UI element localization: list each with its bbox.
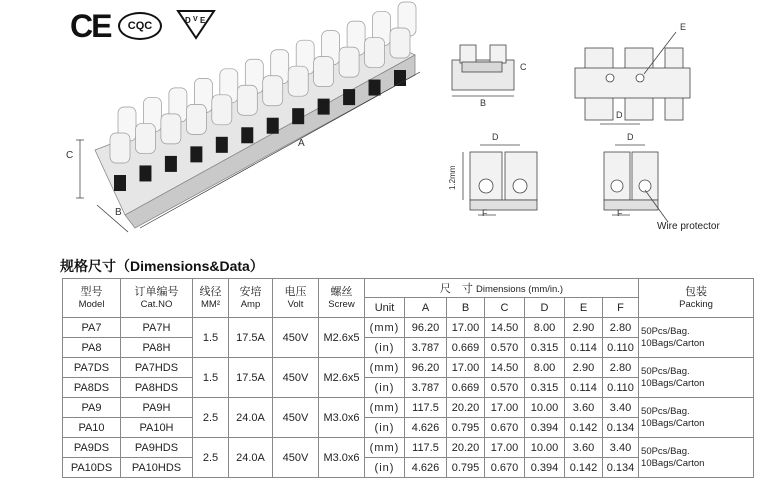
cell-dim-f: 3.40 bbox=[603, 398, 639, 418]
header-packing: 包装 Packing bbox=[639, 279, 754, 318]
cell-packing bbox=[639, 398, 754, 438]
header-f: F bbox=[603, 298, 639, 318]
cell-model: PA7DS bbox=[63, 358, 121, 378]
cell-cat-no: PA10HDS bbox=[121, 458, 193, 478]
cell-model: PA7 bbox=[63, 318, 121, 338]
cell-packing bbox=[639, 358, 754, 398]
cell-dim-a: 3.787 bbox=[405, 378, 447, 398]
table-row bbox=[63, 438, 754, 458]
terminal-post bbox=[161, 114, 181, 144]
table-row bbox=[63, 318, 754, 338]
cell-dim-a: 4.626 bbox=[405, 418, 447, 438]
wire-hole bbox=[369, 80, 381, 96]
cell-cat-no: PA7H bbox=[121, 318, 193, 338]
cell-dim-d: 0.315 bbox=[525, 378, 565, 398]
packing-line: 10Bags/Carton bbox=[641, 457, 705, 469]
cell-dim-e: 3.60 bbox=[565, 438, 603, 458]
packing-line: 10Bags/Carton bbox=[641, 417, 705, 429]
cell-dim-d: 0.394 bbox=[525, 458, 565, 478]
terminal-post bbox=[212, 95, 232, 125]
cell-dim-e: 0.114 bbox=[565, 338, 603, 358]
cell-dim-b: 17.00 bbox=[447, 318, 485, 338]
cell-model: PA10DS bbox=[63, 458, 121, 478]
wire-hole bbox=[292, 108, 304, 124]
packing-line: 50Pcs/Bag. bbox=[641, 365, 690, 377]
cqc-logo: CQC bbox=[118, 12, 162, 40]
cell-dim-f: 2.80 bbox=[603, 358, 639, 378]
cell-dim-b: 0.795 bbox=[447, 458, 485, 478]
side2-label-f: F bbox=[617, 208, 623, 218]
cell-unit: (mm) bbox=[365, 398, 405, 418]
cell-model: PA9DS bbox=[63, 438, 121, 458]
packing-line: 50Pcs/Bag. bbox=[641, 405, 690, 417]
terminal-post bbox=[110, 133, 130, 163]
cell-volt: 450V bbox=[273, 358, 319, 398]
dim-label-a: A bbox=[298, 138, 305, 149]
cell-dim-b: 17.00 bbox=[447, 358, 485, 378]
cell-wire: 2.5 bbox=[193, 438, 229, 478]
cell-dim-f: 0.110 bbox=[603, 378, 639, 398]
front-label-c: C bbox=[520, 62, 527, 72]
cell-dim-f: 0.134 bbox=[603, 418, 639, 438]
header-cat-no: 订单编号 Cat.NO bbox=[121, 279, 193, 318]
wire-hole bbox=[114, 175, 126, 191]
header-amp: 安培 Amp bbox=[229, 279, 273, 318]
cell-packing bbox=[639, 318, 754, 358]
cell-screw: M3.0x6 bbox=[319, 398, 365, 438]
cell-dim-c: 0.570 bbox=[485, 338, 525, 358]
cell-dim-a: 3.787 bbox=[405, 338, 447, 358]
cell-screw: M2.6x5 bbox=[319, 318, 365, 358]
cell-dim-c: 0.570 bbox=[485, 378, 525, 398]
cell-dim-e: 0.142 bbox=[565, 418, 603, 438]
table-row bbox=[63, 398, 754, 418]
cell-unit: (in) bbox=[365, 418, 405, 438]
cell-dim-e: 2.90 bbox=[565, 358, 603, 378]
wire-hole bbox=[318, 99, 330, 115]
header-e: E bbox=[565, 298, 603, 318]
cell-cat-no: PA8HDS bbox=[121, 378, 193, 398]
wire-hole bbox=[139, 165, 151, 181]
wire-hole bbox=[394, 70, 406, 86]
product-drawing bbox=[0, 0, 765, 250]
packing-line: 50Pcs/Bag. bbox=[641, 445, 690, 457]
cell-unit: (in) bbox=[365, 458, 405, 478]
cell-screw: M2.6x5 bbox=[319, 358, 365, 398]
cell-unit: (mm) bbox=[365, 318, 405, 338]
cell-amp: 17.5A bbox=[229, 318, 273, 358]
cell-amp: 24.0A bbox=[229, 398, 273, 438]
cell-dim-d: 0.315 bbox=[525, 338, 565, 358]
packing-line: 10Bags/Carton bbox=[641, 337, 705, 349]
terminal-post bbox=[135, 123, 155, 153]
cell-volt: 450V bbox=[273, 398, 319, 438]
wire-hole bbox=[190, 146, 202, 162]
cell-dim-c: 0.670 bbox=[485, 418, 525, 438]
cell-dim-f: 2.80 bbox=[603, 318, 639, 338]
cell-dim-d: 8.00 bbox=[525, 358, 565, 378]
table-row bbox=[63, 358, 754, 378]
cell-dim-f: 0.134 bbox=[603, 458, 639, 478]
cell-cat-no: PA9H bbox=[121, 398, 193, 418]
cell-amp: 24.0A bbox=[229, 438, 273, 478]
cell-wire: 2.5 bbox=[193, 398, 229, 438]
cell-cat-no: PA9HDS bbox=[121, 438, 193, 458]
cell-dim-b: 0.795 bbox=[447, 418, 485, 438]
cell-screw: M3.0x6 bbox=[319, 438, 365, 478]
cell-cat-no: PA10H bbox=[121, 418, 193, 438]
side-view-right bbox=[604, 145, 668, 222]
side-view-left bbox=[463, 145, 537, 215]
cell-model: PA8 bbox=[63, 338, 121, 358]
cell-dim-f: 3.40 bbox=[603, 438, 639, 458]
cell-dim-e: 0.114 bbox=[565, 378, 603, 398]
cell-dim-d: 10.00 bbox=[525, 438, 565, 458]
header-volt: 电压 Volt bbox=[273, 279, 319, 318]
svg-text:V: V bbox=[193, 16, 198, 23]
side-label-d: D bbox=[492, 132, 499, 142]
top-label-e: E bbox=[680, 22, 687, 32]
cell-unit: (in) bbox=[365, 378, 405, 398]
wire-hole bbox=[241, 127, 253, 143]
top-label-d: D bbox=[616, 110, 623, 120]
header-unit: Unit bbox=[365, 298, 405, 318]
cell-cat-no: PA8H bbox=[121, 338, 193, 358]
cell-dim-b: 0.669 bbox=[447, 338, 485, 358]
cell-cat-no: PA7HDS bbox=[121, 358, 193, 378]
cell-dim-a: 4.626 bbox=[405, 458, 447, 478]
wire-hole bbox=[343, 89, 355, 105]
dim-label-c: C bbox=[66, 150, 74, 161]
wire-hole bbox=[267, 118, 279, 134]
cell-model: PA8DS bbox=[63, 378, 121, 398]
wire-hole bbox=[165, 156, 177, 172]
cell-dim-a: 96.20 bbox=[405, 318, 447, 338]
cell-dim-c: 14.50 bbox=[485, 358, 525, 378]
cell-dim-b: 20.20 bbox=[447, 398, 485, 418]
header-a: A bbox=[405, 298, 447, 318]
front-label-b: B bbox=[480, 98, 487, 108]
ce-logo: CE bbox=[70, 8, 111, 44]
terminal-post bbox=[288, 66, 308, 96]
cell-dim-a: 117.5 bbox=[405, 438, 447, 458]
cell-dim-b: 0.669 bbox=[447, 378, 485, 398]
side-label-height: 1.2mm bbox=[448, 165, 457, 190]
header-model: 型号 Model bbox=[63, 279, 121, 318]
cell-dim-a: 117.5 bbox=[405, 398, 447, 418]
cell-dim-d: 8.00 bbox=[525, 318, 565, 338]
cell-dim-c: 0.670 bbox=[485, 458, 525, 478]
cell-wire: 1.5 bbox=[193, 318, 229, 358]
cell-dim-e: 3.60 bbox=[565, 398, 603, 418]
section-view-front bbox=[452, 45, 514, 96]
packing-line: 10Bags/Carton bbox=[641, 377, 705, 389]
svg-text:E: E bbox=[200, 16, 206, 25]
cell-unit: (mm) bbox=[365, 438, 405, 458]
terminal-post bbox=[186, 104, 206, 134]
terminal-post bbox=[390, 28, 410, 58]
header-dimensions: 尺 寸 Dimensions (mm/in.) bbox=[365, 279, 639, 298]
wire-protector-label: Wire protector bbox=[657, 221, 720, 232]
cell-volt: 450V bbox=[273, 318, 319, 358]
cell-volt: 450V bbox=[273, 438, 319, 478]
cell-unit: (in) bbox=[365, 338, 405, 358]
header-wire: 线径 MM² bbox=[193, 279, 229, 318]
svg-text:D: D bbox=[185, 16, 191, 25]
dim-label-b: B bbox=[115, 207, 122, 218]
terminal-post bbox=[314, 57, 334, 87]
header-d: D bbox=[525, 298, 565, 318]
header-c: C bbox=[485, 298, 525, 318]
cell-packing bbox=[639, 438, 754, 478]
cell-model: PA9 bbox=[63, 398, 121, 418]
cell-dim-c: 17.00 bbox=[485, 398, 525, 418]
header-screw: 螺丝 Screw bbox=[319, 279, 365, 318]
cell-dim-a: 96.20 bbox=[405, 358, 447, 378]
terminal-block-strip bbox=[95, 2, 416, 228]
cell-dim-d: 10.00 bbox=[525, 398, 565, 418]
dimensions-table bbox=[62, 278, 754, 478]
cell-dim-e: 2.90 bbox=[565, 318, 603, 338]
cell-dim-d: 0.394 bbox=[525, 418, 565, 438]
wire-hole bbox=[216, 137, 228, 153]
cell-dim-c: 17.00 bbox=[485, 438, 525, 458]
top-view bbox=[575, 32, 690, 124]
packing-line: 50Pcs/Bag. bbox=[641, 325, 690, 337]
cell-dim-f: 0.110 bbox=[603, 338, 639, 358]
header-b: B bbox=[447, 298, 485, 318]
terminal-post bbox=[339, 47, 359, 77]
cell-dim-b: 20.20 bbox=[447, 438, 485, 458]
cell-dim-c: 14.50 bbox=[485, 318, 525, 338]
cell-wire: 1.5 bbox=[193, 358, 229, 398]
cell-unit: (mm) bbox=[365, 358, 405, 378]
section-title: 规格尺寸（Dimensions&Data） bbox=[60, 258, 264, 274]
cell-dim-e: 0.142 bbox=[565, 458, 603, 478]
cell-model: PA10 bbox=[63, 418, 121, 438]
cell-amp: 17.5A bbox=[229, 358, 273, 398]
terminal-post bbox=[263, 76, 283, 106]
side2-label-d: D bbox=[627, 132, 634, 142]
side-label-f: F bbox=[482, 208, 488, 218]
terminal-post bbox=[237, 85, 257, 115]
terminal-post bbox=[365, 38, 385, 68]
